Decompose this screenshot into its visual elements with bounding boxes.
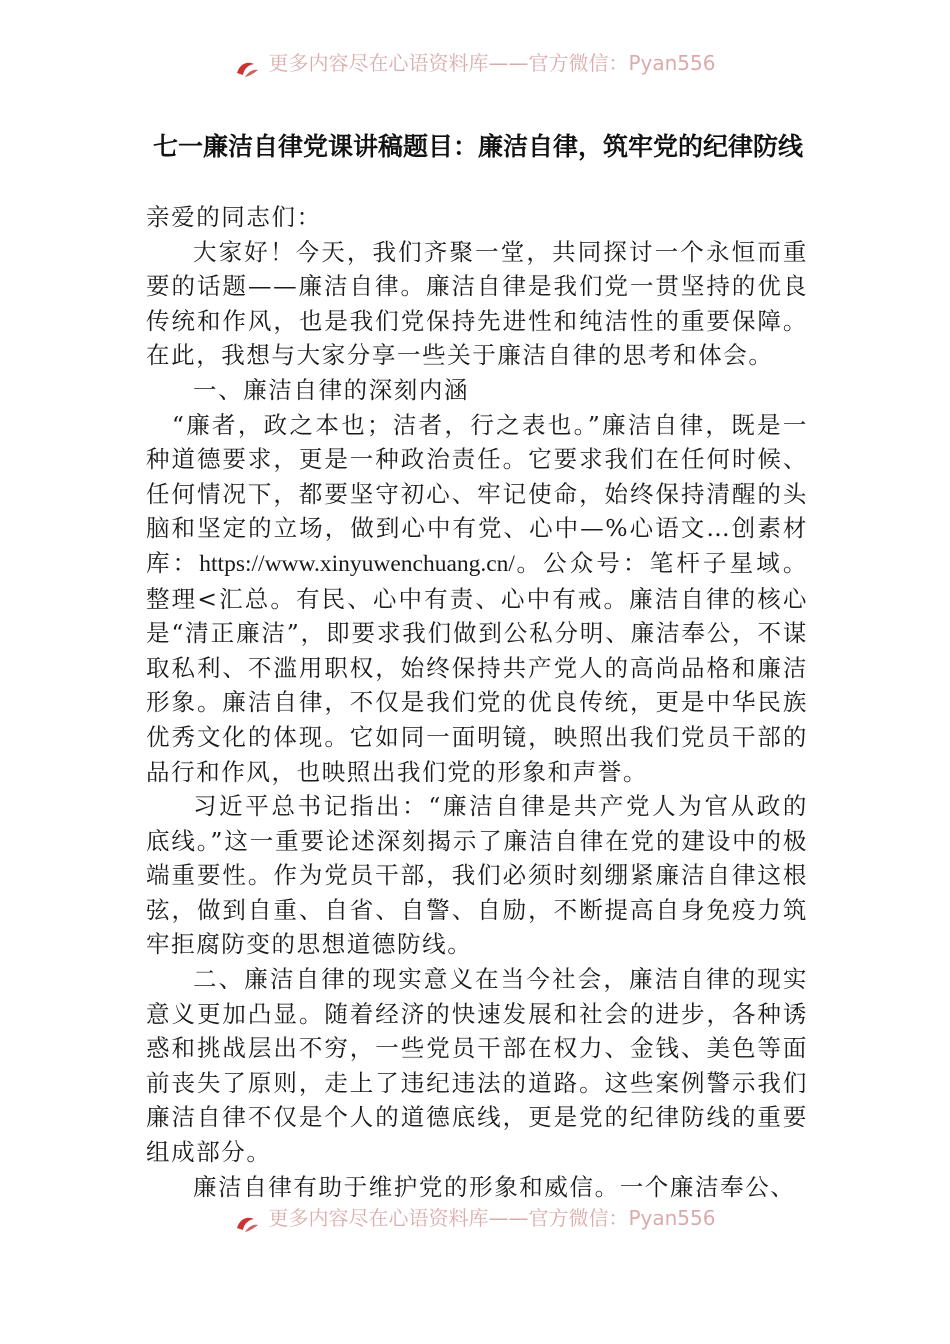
watermark-logo-icon [234,1210,260,1236]
watermark-footer [0,1203,950,1243]
watermark-header [0,48,950,88]
paragraph-practical-significance: 二、廉洁自律的现实意义在当今社会，廉洁自律的现实意义更加凸显。随着经济的快速发展和社会的进步，各种诱惑和挑战层出不穷，一些党员干部在权力、金钱、美色等面前丧失了原则，走上了违纪违法的道路。这些案例警示我们廉洁自律不仅是个人的道德底线，更是党的纪律防线的重要组成部分。 [146,965,808,1167]
document-body [146,200,808,1204]
section-heading-1: 一、廉洁自律的深刻内涵 [193,375,470,404]
paragraph-inner-meaning [146,408,808,790]
paragraph-inner-meaning-part1: “廉者，政之本也；洁者，行之表也。”廉洁自律，既是一种道德要求，更是一种政治责任。它要求我们在任何时候、任何情况下，都要坚守初心、牢记使命，始终保持清醒的头脑和坚定的立场，做到心中有党、心中—%心语文…创素材库： [146,410,808,577]
watermark-logo-icon [234,55,260,81]
greeting: 亲爱的同志们： [146,203,322,231]
paragraph-party-image: 廉洁自律有助于维护党的形象和威信。一个廉洁奉公、 [193,1172,796,1201]
website-link[interactable]: https://www.xinyuwenchuang.cn/ [199,550,515,577]
watermark-text: 更多内容尽在心语资料库——官方微信：Pyan556 [268,50,716,75]
document-title: 七一廉洁自律党课讲稿题目：廉洁自律，筑牢党的纪律防线 [152,132,803,161]
paragraph-quote: 习近平总书记指出：“廉洁自律是共产党人为官从政的底线。”这一重要论述深刻揭示了廉洁自律在党的建设中的极端重要性。作为党员干部，我们必须时刻绷紧廉洁自律这根弦，做到自重、自省、自警、自励，不断提高自身免疫力筑牢拒腐防变的思想道德防线。 [146,792,808,959]
paragraph-intro: 大家好！今天，我们齐聚一堂，共同探讨一个永恒而重要的话题——廉洁自律。廉洁自律是我们党一贯坚持的优良传统和作风，也是我们党保持先进性和纯洁性的重要保障。在此，我想与大家分享一些关于廉洁自律的思考和体会。 [146,237,808,370]
paragraph-inner-meaning-part2: 。公众号：笔杆子星域。整理<汇总。有民、心中有责、心中有戒。廉洁自律的核心是“清正廉洁”，即要求我们做到公私分明、廉洁奉公，不谋取私利、不滥用职权，始终保持共产党人的高尚品格和廉洁形象。廉洁自律，不仅是我们党的优良传统，更是中华民族优秀文化的体现。它如同一面明镜，映照出我们党员干部的品行和作风，也映照出我们党的形象和声誉。 [146,548,808,786]
watermark-text: 更多内容尽在心语资料库——官方微信：Pyan556 [268,1205,716,1230]
